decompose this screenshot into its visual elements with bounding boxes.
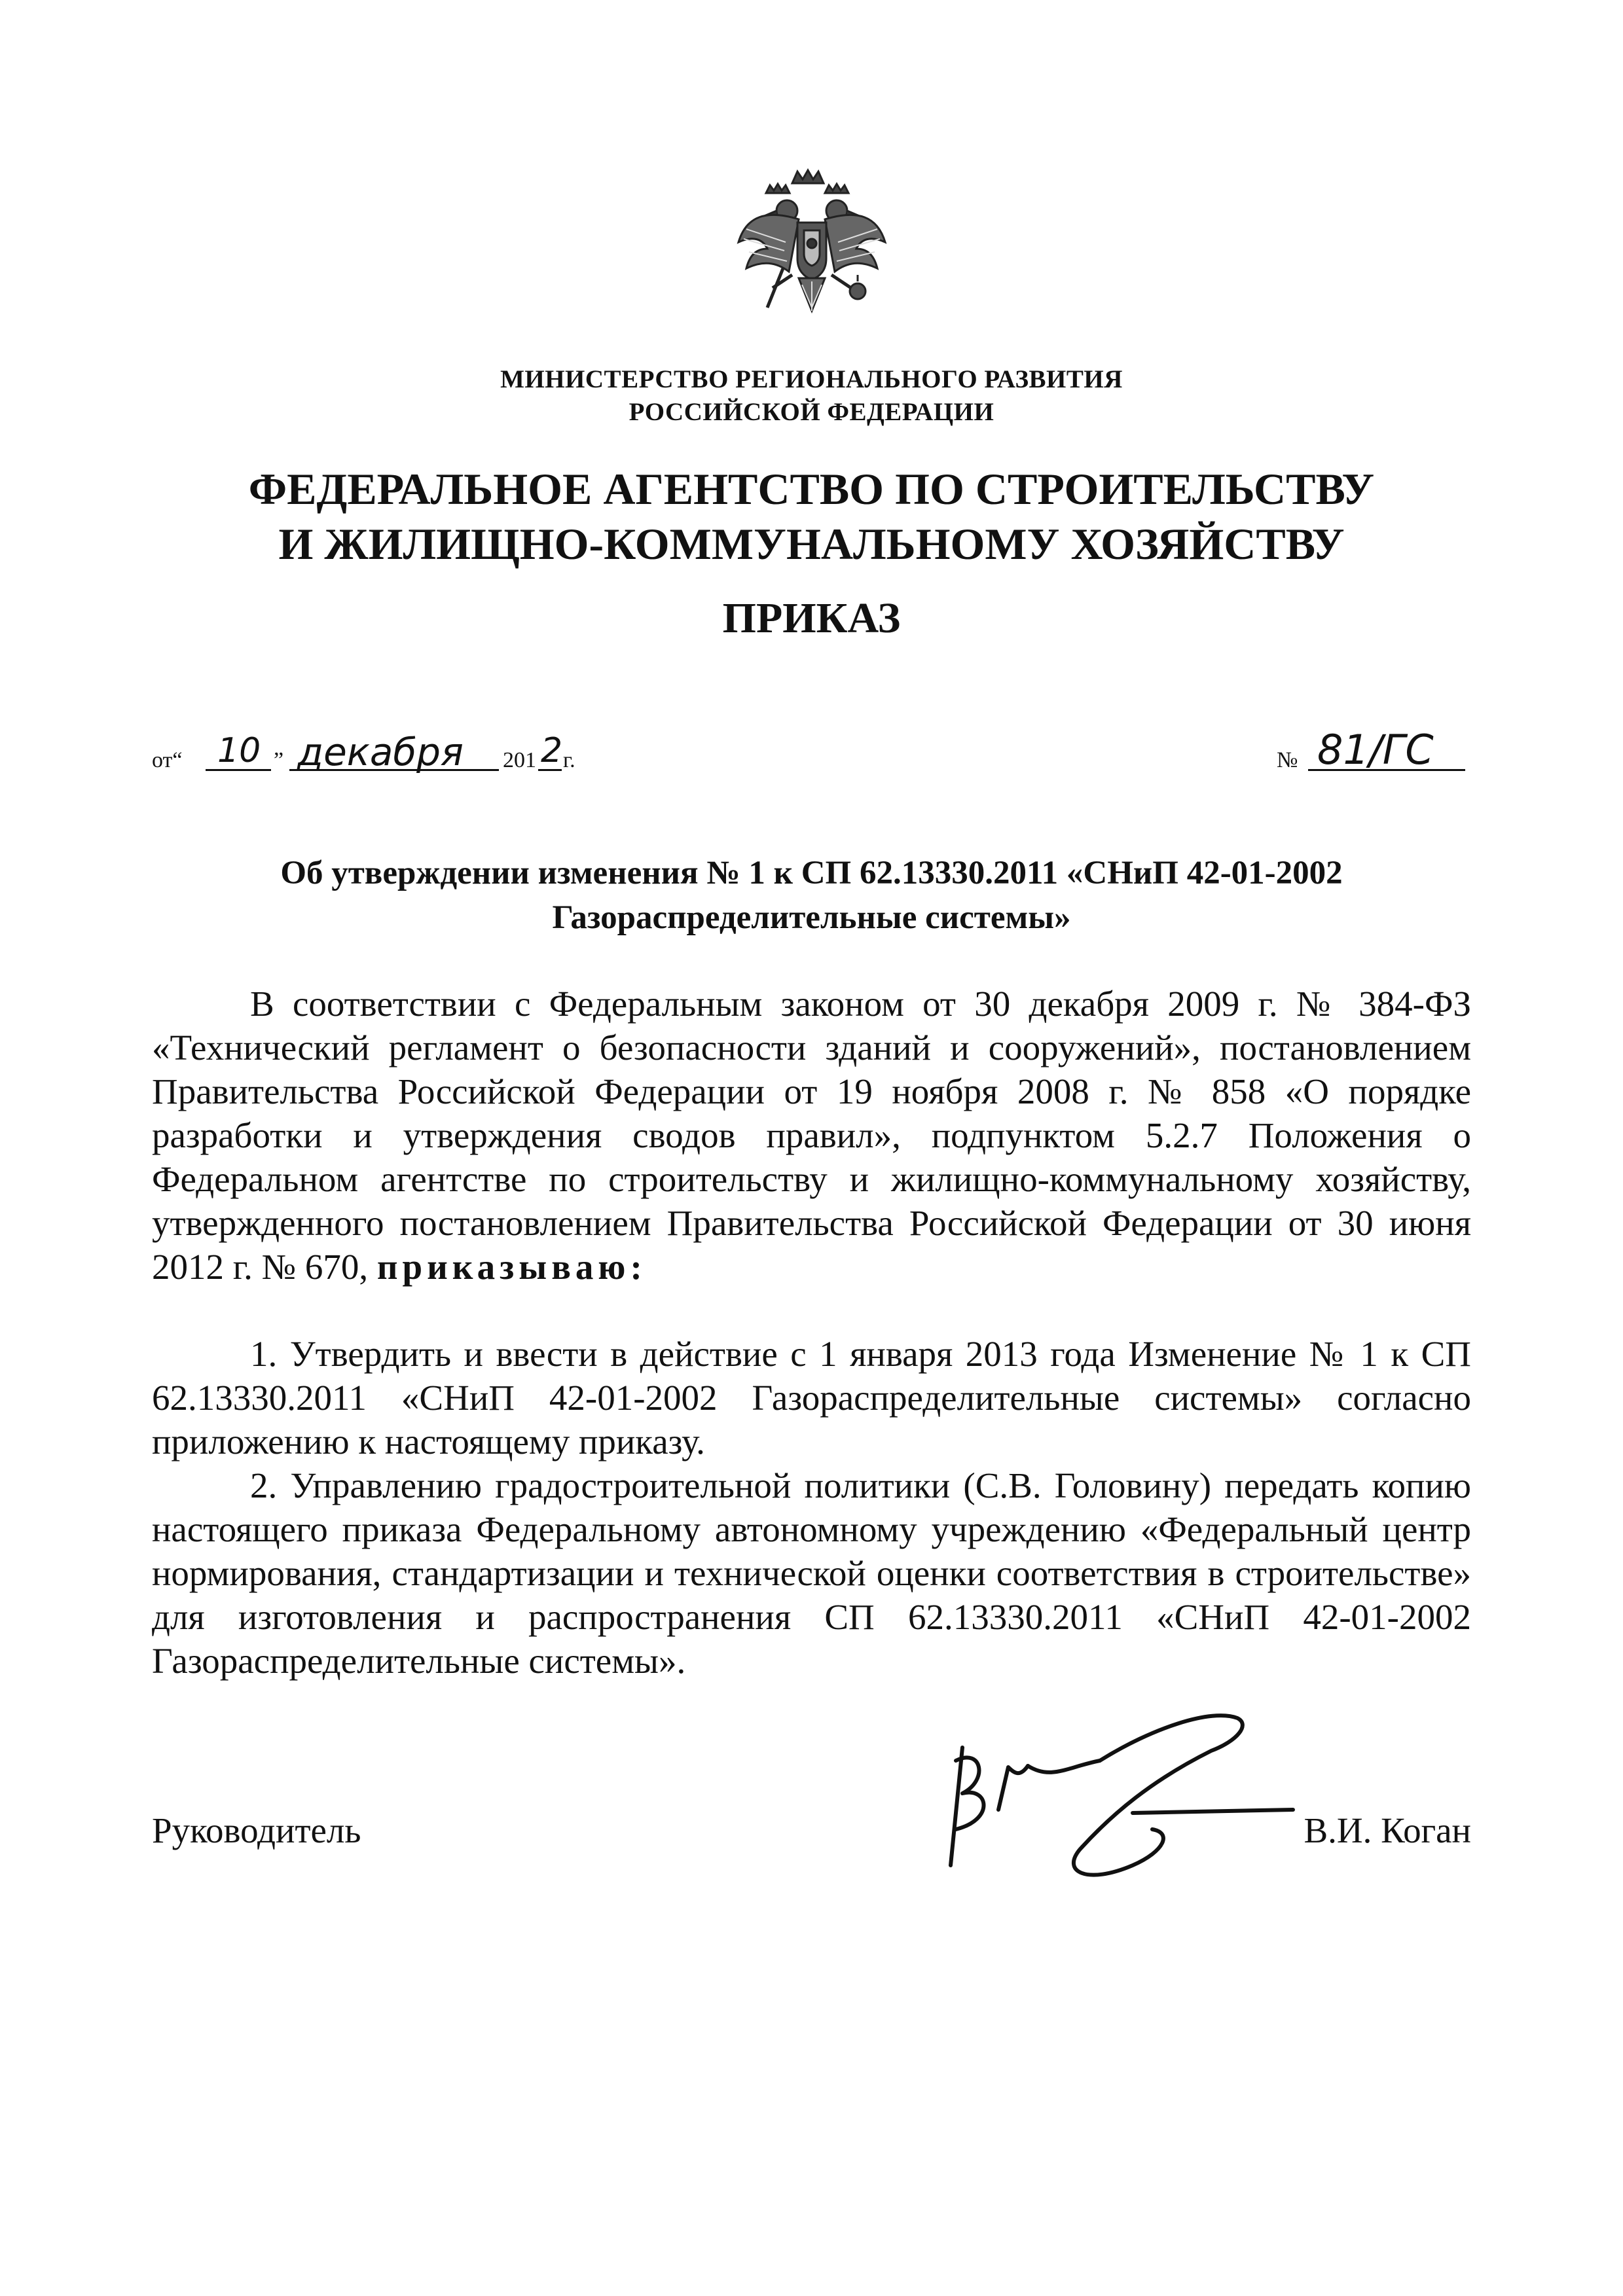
signatory-name: В.И. Коган	[1304, 1810, 1471, 1850]
date-prefix: от“	[152, 748, 183, 772]
subject-line-2: Газораспределительные системы»	[552, 899, 1071, 936]
signatory-title: Руководитель	[152, 1810, 361, 1850]
document-subject	[0, 851, 1623, 940]
preamble-block	[152, 982, 1471, 1289]
handwritten-signature-icon	[936, 1689, 1303, 1905]
agency-header	[0, 461, 1623, 571]
number-label: №	[1277, 748, 1298, 772]
ministry-line-1: МИНИСТЕРСТВО РЕГИОНАЛЬНОГО РАЗВИТИЯ	[500, 365, 1123, 393]
order-item-1: 1. Утвердить и ввести в действие с 1 января 2013 года Изменение № 1 к СП 62.13330.2011 «СНиП 42-01-2002 Газораспределительные системы» согласно приложению к настоящему приказу.	[152, 1334, 1471, 1462]
ministry-header	[0, 363, 1623, 429]
coat-of-arms-icon	[727, 157, 897, 327]
order-item-2: 2. Управлению градостроительной политики (С.В. Головину) передать копию настоящего приказа Федеральному автономному учреждению «Федеральный центр нормирования, стандартизации и технической оценки соответствия в строительстве» для изготовления и распространения СП 62.13330.2011 «СНиП 42-01-2002 Газораспределительные системы».	[152, 1465, 1471, 1681]
handwritten-day: 10	[217, 731, 261, 770]
quote-close: ”	[274, 748, 284, 772]
year-prefix: 201	[503, 748, 536, 772]
handwritten-year-digit: 2	[541, 731, 563, 770]
agency-line-2: И ЖИЛИЩНО-КОММУНАЛЬНОМУ ХОЗЯЙСТВУ	[278, 519, 1345, 569]
subject-line-1: Об утверждении изменения № 1 к СП 62.13330.2011 «СНиП 42-01-2002	[280, 855, 1343, 891]
preamble-paragraph: В соответствии с Федеральным законом от 30 декабря 2009 г. № 384-ФЗ «Технический регламент о безопасности зданий и сооружений», постановлением Правительства Российской Федерации от 19 ноября 2008 г. № 858 «О порядке разработки и утверждения сводов правил», подпунктом 5.2.7 Положения о Федеральном агентстве по строительству и жилищно-коммунальному хозяйству, утвержденного постановлением Правительства Российской Федерации от 30 июня 2012 г. № 670, приказываю:	[152, 984, 1471, 1287]
order-items	[152, 1332, 1471, 1683]
agency-line-1: ФЕДЕРАЛЬНОЕ АГЕНТСТВО ПО СТРОИТЕЛЬСТВУ	[248, 464, 1375, 514]
year-unit: г.	[563, 748, 575, 772]
date-number-line	[152, 723, 1468, 795]
document-type-title: ПРИКАЗ	[722, 594, 901, 642]
handwritten-number: 81/ГС	[1317, 726, 1434, 774]
order-keyword: приказываю:	[376, 1247, 647, 1287]
handwritten-month: декабря	[297, 730, 464, 774]
ministry-line-2: РОССИЙСКОЙ ФЕДЕРАЦИИ	[629, 398, 994, 426]
